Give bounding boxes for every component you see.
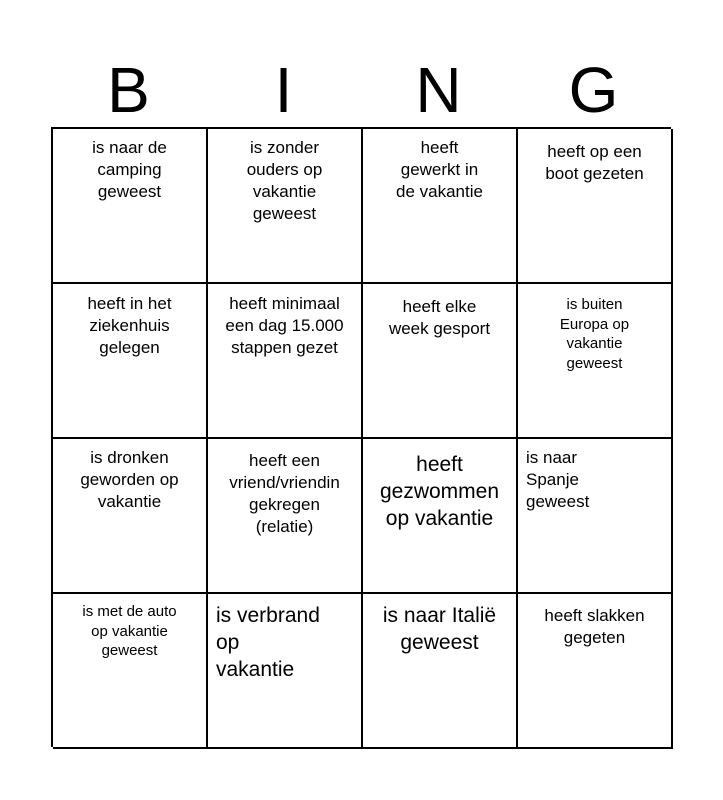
bingo-cell[interactable]	[518, 439, 673, 594]
bingo-cell[interactable]	[208, 129, 363, 284]
cell-text: is met de auto op vakantie geweest	[82, 603, 177, 659]
bingo-cell[interactable]	[208, 594, 363, 749]
bingo-cell[interactable]	[208, 439, 363, 594]
header-letter-n: N	[415, 54, 462, 126]
cell-text: heeft minimaal een dag 15.000 stappen gezet	[225, 294, 344, 357]
cell-text: heeft in het ziekenhuis gelegen	[87, 294, 172, 357]
cell-text: heeft gezwommen op vakantie	[379, 453, 500, 530]
bingo-cell[interactable]	[363, 439, 518, 594]
bingo-cell[interactable]	[363, 284, 518, 439]
cell-text: heeft op een boot gezeten	[545, 142, 644, 183]
bingo-cell[interactable]	[518, 594, 673, 749]
header-letter-b: B	[107, 54, 150, 126]
bingo-cell[interactable]	[363, 594, 518, 749]
bingo-cell[interactable]	[363, 129, 518, 284]
bingo-header	[51, 52, 671, 128]
bingo-cell[interactable]	[518, 129, 673, 284]
cell-text: heeft slakken gegeten	[544, 606, 645, 647]
cell-text: is naar de camping geweest	[92, 138, 167, 201]
bingo-grid	[51, 127, 671, 747]
cell-text: heeft elke week gesport	[388, 297, 491, 338]
bingo-cell[interactable]	[53, 284, 208, 439]
cell-text: is buiten Europa op vakantie geweest	[559, 296, 630, 372]
cell-text: heeft gewerkt in de vakantie	[396, 138, 483, 201]
cell-text: is zonder ouders op vakantie geweest	[246, 138, 323, 223]
cell-text: heeft een vriend/vriendin gekregen (relatie)	[229, 451, 340, 536]
cell-text: is verbrand op vakantie	[216, 604, 320, 681]
bingo-cell[interactable]	[518, 284, 673, 439]
cell-text: is naar Spanje geweest	[526, 448, 590, 511]
header-letter-g: G	[568, 54, 619, 126]
bingo-cell[interactable]	[208, 284, 363, 439]
bingo-cell[interactable]	[53, 439, 208, 594]
cell-text: is naar Italië geweest	[382, 604, 497, 654]
bingo-cell[interactable]	[53, 129, 208, 284]
header-letter-i: I	[274, 54, 293, 126]
cell-text: is dronken geworden op vakantie	[80, 448, 179, 511]
bingo-cell[interactable]	[53, 594, 208, 749]
